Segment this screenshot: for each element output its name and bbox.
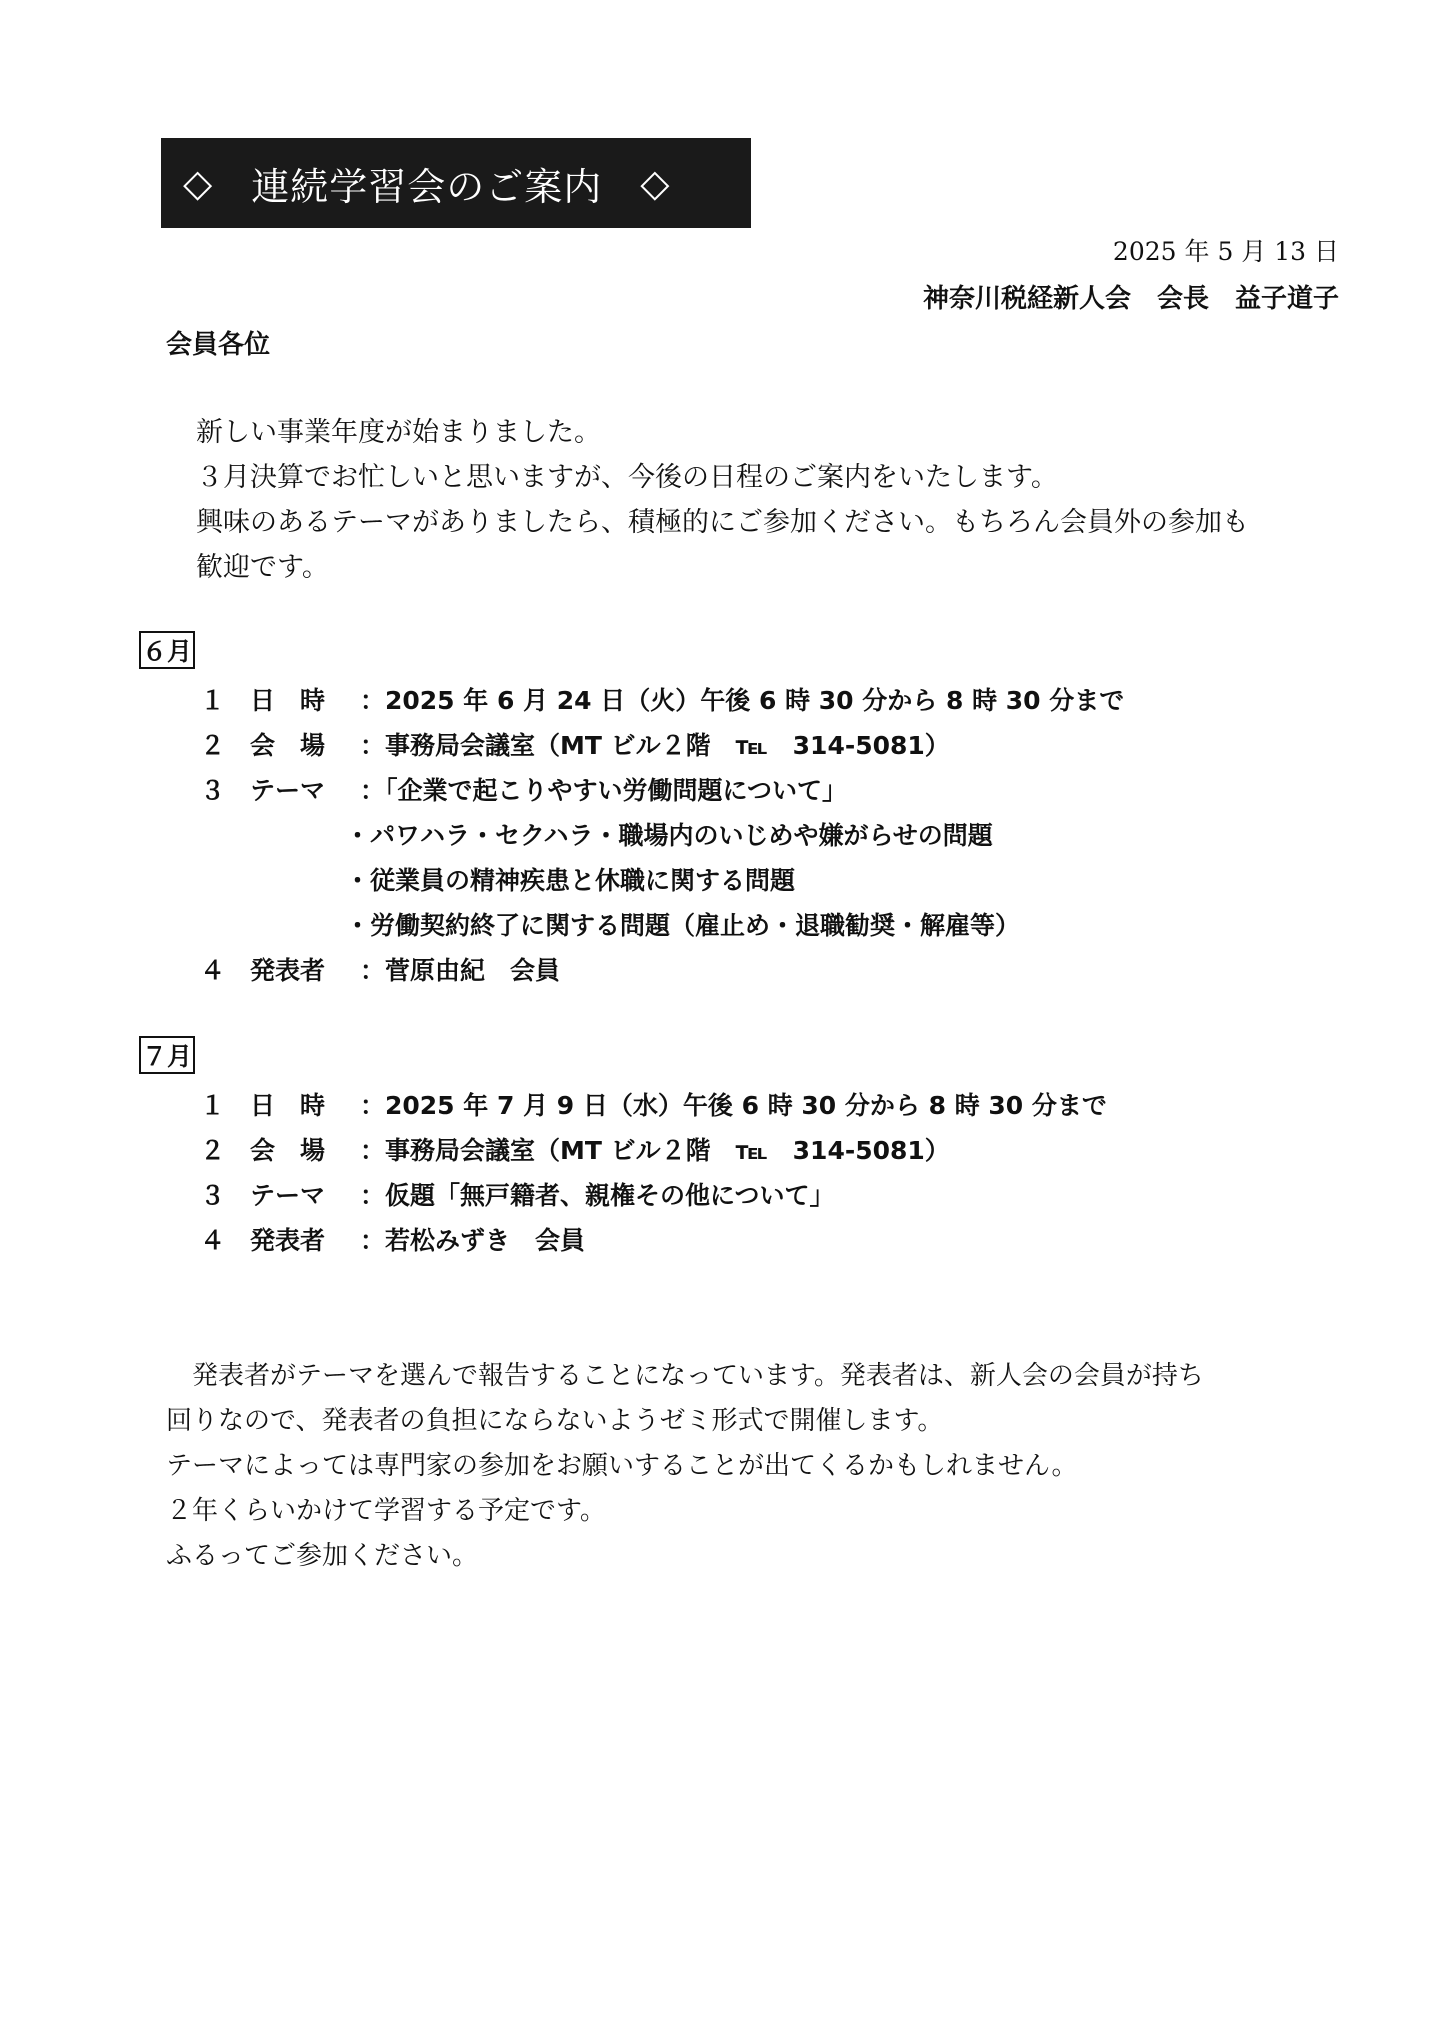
- intro-line: 新しい事業年度が始まりました。: [196, 417, 601, 448]
- item-value: ：2025 年 6 月 24 日（火）午後 6 時 30 分から 8 時 30 分まで: [360, 685, 1125, 715]
- closing-paragraph: [166, 1354, 1346, 1579]
- item-label: 日 時: [250, 685, 326, 715]
- title-banner: [161, 138, 751, 228]
- page-title: 連続学習会のご案内: [251, 164, 603, 209]
- item-number: １: [200, 685, 226, 715]
- item-label: 会 場: [250, 730, 326, 760]
- closing-line: 発表者がテーマを選んで報告することになっています。発表者は、新人会の会員が持ち: [166, 1361, 1204, 1391]
- item-number: ３: [200, 775, 226, 805]
- item-label: 会 場: [250, 1135, 326, 1165]
- closing-line: テーマによっては専門家の参加をお願いすることが出てくるかもしれません。: [166, 1451, 1078, 1481]
- closing-line: ２年くらいかけて学習する予定です。: [166, 1496, 606, 1526]
- schedule-row-datetime: [200, 676, 1124, 721]
- schedule-row-presenter: [200, 1216, 1107, 1261]
- intro-line: 歓迎です。: [196, 552, 329, 583]
- item-value: ：「企業で起こりやすい労働問題について」: [360, 775, 848, 805]
- diamond-icon: ◇: [640, 161, 671, 205]
- item-number: ４: [200, 955, 226, 985]
- item-number: ２: [200, 730, 226, 760]
- intro-line: 興味のあるテーマがありましたら、積極的にご参加ください。もちろん会員外の参加も: [196, 507, 1249, 538]
- theme-subitem: ・労働契約終了に関する問題（雇止め・退職勧奨・解雇等）: [345, 910, 1021, 940]
- document-date: 2025 年 5 月 13 日: [1112, 237, 1339, 266]
- closing-line: 回りなので、発表者の負担にならないようゼミ形式で開催します。: [166, 1406, 944, 1436]
- item-label: 発表者: [250, 955, 326, 985]
- item-number: ３: [200, 1180, 226, 1210]
- salutation: 会員各位: [166, 330, 271, 360]
- schedule-row-presenter: [200, 946, 1124, 991]
- item-label: テーマ: [250, 775, 326, 805]
- item-number: １: [200, 1090, 226, 1120]
- schedule-row-theme: [200, 1171, 1107, 1216]
- schedule-row-venue: [200, 1126, 1107, 1171]
- item-value: ：仮題「無戸籍者、親権その他について」: [360, 1180, 835, 1210]
- closing-line: ふるってご参加ください。: [166, 1541, 479, 1571]
- schedule-row-datetime: [200, 1081, 1107, 1126]
- month-label-july: ７月: [139, 1036, 195, 1074]
- item-value: ：事務局会議室（MT ビル２階 ℡ 314-5081）: [360, 1135, 950, 1165]
- diamond-icon: ◇: [183, 161, 214, 205]
- item-value: ：事務局会議室（MT ビル２階 ℡ 314-5081）: [360, 730, 950, 760]
- item-label: テーマ: [250, 1180, 326, 1210]
- schedule-row-theme: [200, 766, 1124, 811]
- month-label-june: ６月: [139, 631, 195, 669]
- intro-line: ３月決算でお忙しいと思いますが、今後の日程のご案内をいたします。: [196, 462, 1058, 493]
- item-value: ：菅原由紀 会員: [360, 955, 561, 985]
- sender-name: 神奈川税経新人会 会長 益子道子: [922, 284, 1339, 314]
- theme-subitem: ・パワハラ・セクハラ・職場内のいじめや嫌がらせの問題: [345, 820, 993, 850]
- item-label: 日 時: [250, 1090, 326, 1120]
- item-value: ：若松みずき 会員: [360, 1225, 586, 1255]
- theme-subitem: ・従業員の精神疾患と休職に関する問題: [345, 865, 796, 895]
- item-label: 発表者: [250, 1225, 326, 1255]
- item-value: ：2025 年 7 月 9 日（水）午後 6 時 30 分から 8 時 30 分まで: [360, 1090, 1107, 1120]
- schedule-row-venue: [200, 721, 1124, 766]
- item-number: ４: [200, 1225, 226, 1255]
- june-schedule: [200, 676, 1124, 991]
- intro-paragraph: [196, 410, 1356, 590]
- july-schedule: [200, 1081, 1107, 1261]
- item-number: ２: [200, 1135, 226, 1165]
